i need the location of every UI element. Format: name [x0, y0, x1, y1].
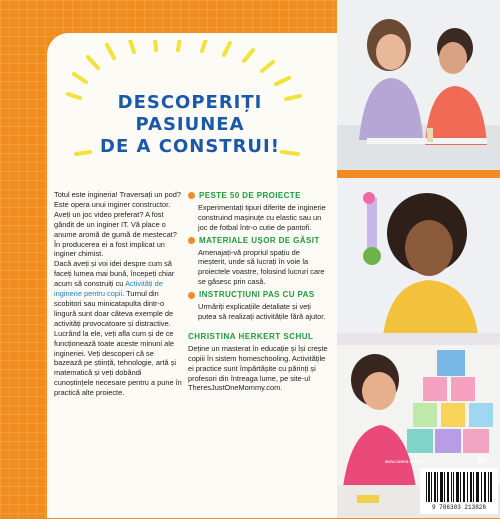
- isbn-number: 9 786303 213828: [431, 504, 486, 511]
- age-badge: 6+: [478, 455, 489, 465]
- section-title-text: MATERIALE UȘOR DE GĂSIT: [199, 235, 320, 245]
- headline-line-1: DESCOPERIȚI: [117, 92, 263, 113]
- author-bio: Deține un masterat în educație și își crește copiii în sistem homeschooling. Activitățile ei practice sunt împărtășite cu părinți și profesori din întreaga lume, pe site-ul TheresJustOneMommy.com.: [188, 343, 328, 393]
- photo-strip: [337, 0, 500, 518]
- bullet-icon: [188, 237, 195, 244]
- cta-text-after: . Turnul din scobitori sau minicatapulta dintr-o lingură sunt doar câteva exemple de activități provocatoare și distractive.: [54, 289, 174, 328]
- isbn-barcode: [420, 468, 498, 514]
- section-title-projects: [188, 191, 328, 201]
- section-title-materials: [188, 236, 328, 246]
- headline-line-3: DE A CONSTRUI!: [100, 136, 280, 157]
- cta-text-before: Dacă aveți și voi idei despre cum să faceți lumea mai bună, începeți chiar acum să construiți cu: [54, 259, 175, 289]
- headline: [60, 92, 320, 158]
- right-column: [188, 191, 328, 393]
- bullet-icon: [188, 192, 195, 199]
- book-title-link: Activități de inginerie pentru copii: [54, 279, 163, 299]
- call-to-action-paragraph: [54, 259, 182, 328]
- intro-paragraph: Totul este ingineria! Traversați un pod? Este opera unui inginer constructor. Aveți un joc video preferat? A fost gândit de un inginer IT. Vă place o anume aromă de gumă de mestecat? În producerea ei a fost implicat un inginer chimist.: [54, 190, 181, 259]
- section-title-instructions: [188, 290, 328, 300]
- photo-two-kids-building: [337, 0, 500, 170]
- publisher-url: www.cartea-arthur.ro: [385, 459, 427, 464]
- section-title-text: INSTRUCȚIUNI PAS CU PAS: [199, 290, 315, 300]
- closing-paragraph: Lucrând la ele, veți afla cum și de ce funcționează toate aceste minuni ale ingineriei. Veți descoperi că se bazează pe știință, tehnologie, artă și matematică și veți dobândi cunoștințele necesare pentru a pune în practică alte proiecte.: [54, 328, 182, 398]
- section-text-projects: Experimentați tipuri diferite de inginerie construind mașinuțe cu elastic sau un joc de fotbal într-o cutie de pantofi.: [198, 202, 326, 232]
- section-title-text: PESTE 50 DE PROIECTE: [199, 191, 301, 200]
- section-text-instructions: Urmăriți explicațiile detaliate și veți putea să realizați activitățile fără ajutor.: [198, 302, 326, 321]
- author-name: CHRISTINA HERKERT SCHUL: [188, 331, 314, 341]
- left-column: [54, 190, 182, 398]
- bullet-icon: [188, 292, 195, 299]
- photo-girl-with-toy: [337, 178, 500, 345]
- section-text-materials: Amenajați-vă propriul spațiu de meșterit, unde să lucrați în voie la proiectele voastre, folosind lucruri care se găsesc prin casă.: [198, 247, 325, 287]
- headline-line-2: PASIUNEA: [135, 114, 245, 135]
